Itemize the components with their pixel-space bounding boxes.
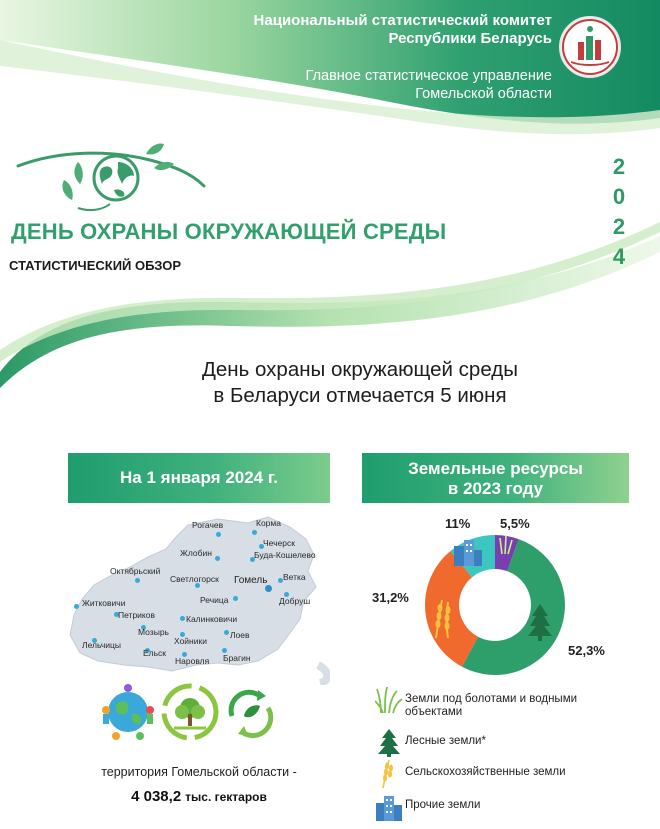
map-dot	[252, 530, 257, 535]
reeds-icon	[375, 687, 403, 715]
map-label-bragin: Брагин	[223, 653, 251, 663]
fir-tree-icon	[375, 729, 403, 757]
map-label-oktyabrsky: Октябрьский	[110, 566, 161, 576]
map-label-gomel: Гомель	[234, 575, 268, 586]
land-resources-banner	[362, 453, 629, 503]
org-line-1: Национальный статистический комитет	[253, 12, 552, 29]
map-dot	[233, 596, 238, 601]
map-label-loev: Лоев	[230, 630, 250, 640]
area-value	[68, 788, 330, 806]
map-label-khoiniki: Хойники	[174, 636, 207, 646]
map-label-kalinkovichi: Калинковичи	[186, 614, 238, 624]
org-line-2: Республики Беларусь	[388, 30, 552, 47]
year-digit: 2	[612, 214, 626, 239]
department-name	[112, 67, 552, 103]
map-label-elsk: Ельск	[143, 648, 167, 658]
globe-leaves-icon	[50, 138, 190, 222]
dept-line-2: Гомельской области	[415, 86, 552, 102]
legend-label: Прочие земли	[405, 799, 481, 811]
map-dot	[224, 630, 229, 635]
dept-line-1: Главное статистическое управление	[305, 68, 552, 84]
legend-label: Сельскохозяйственные земли	[405, 766, 566, 778]
map-label-buda-koshelevo: Буда-Кошелево	[254, 550, 316, 560]
map-label-rogachev: Рогачев	[192, 520, 224, 530]
page-title: ДЕНЬ ОХРАНЫ ОКРУЖАЮЩЕЙ СРЕДЫ	[11, 219, 447, 244]
map-label-chechersk: Чечерск	[263, 538, 295, 548]
earth-people-icon	[96, 680, 160, 744]
lead-text	[100, 357, 620, 409]
recycle-leaf-icon	[220, 682, 280, 742]
year-digit: 4	[612, 244, 626, 269]
legend-line-1: Земли под болотами и водными	[405, 693, 578, 705]
legend-label: Лесные земли*	[405, 735, 486, 747]
land-donut-chart	[410, 520, 580, 690]
pct-label-agricultural: 31,2%	[372, 590, 409, 605]
map-dot	[215, 556, 220, 561]
year-digit: 0	[612, 184, 626, 209]
year-vertical	[608, 152, 630, 272]
area-unit: тыс. гектаров	[185, 790, 267, 804]
eco-tree-recycle-icon	[160, 682, 220, 742]
date-banner: На 1 января 2024 г.	[68, 453, 330, 503]
map-dot	[135, 578, 140, 583]
map-label-vetka: Ветка	[283, 572, 306, 582]
map-label-dobrush: Добруш	[279, 596, 311, 606]
map-dot	[216, 532, 221, 537]
pct-label-other: 11%	[445, 516, 471, 531]
pct-label-wetlands: 5,5%	[500, 516, 530, 531]
buildings-icon	[375, 793, 403, 821]
wheat-icon	[375, 760, 403, 788]
legend-line-2: объектами	[405, 706, 463, 718]
year-digit: 2	[612, 154, 626, 179]
banner-line-1: Земельные ресурсы	[408, 459, 583, 478]
area-caption: территория Гомельской области -	[101, 765, 297, 779]
organization-name	[112, 12, 552, 48]
map-label-narovlya: Наровля	[175, 656, 210, 666]
map-label-zhlobin: Жлобин	[180, 548, 212, 558]
map-label-svetlogorsk: Светлогорск	[170, 574, 219, 584]
page-subtitle: СТАТИСТИЧЕСКИЙ ОБЗОР	[9, 258, 182, 273]
area-number: 4 038,2	[131, 788, 182, 805]
map-label-mozyr: Мозырь	[138, 627, 169, 637]
map-label-lelchitsy: Лельчицы	[82, 640, 121, 650]
lead-line-1: День охраны окружающей среды	[202, 358, 518, 381]
belarus-emblem	[559, 16, 621, 78]
map-label-rechitsa: Речица	[200, 595, 229, 605]
pct-label-forest: 52,3%	[568, 643, 605, 658]
map-label-korma: Корма	[256, 518, 281, 528]
map-dot	[180, 616, 185, 621]
map-dot	[74, 604, 79, 609]
map-label-petrikov: Петриков	[118, 610, 155, 620]
map-dot-center	[265, 585, 272, 592]
lead-line-2: в Беларуси отмечается 5 июня	[213, 384, 507, 407]
banner-line-2: в 2023 году	[447, 479, 544, 498]
map-label-zhitkovichi: Житковичи	[82, 598, 126, 608]
